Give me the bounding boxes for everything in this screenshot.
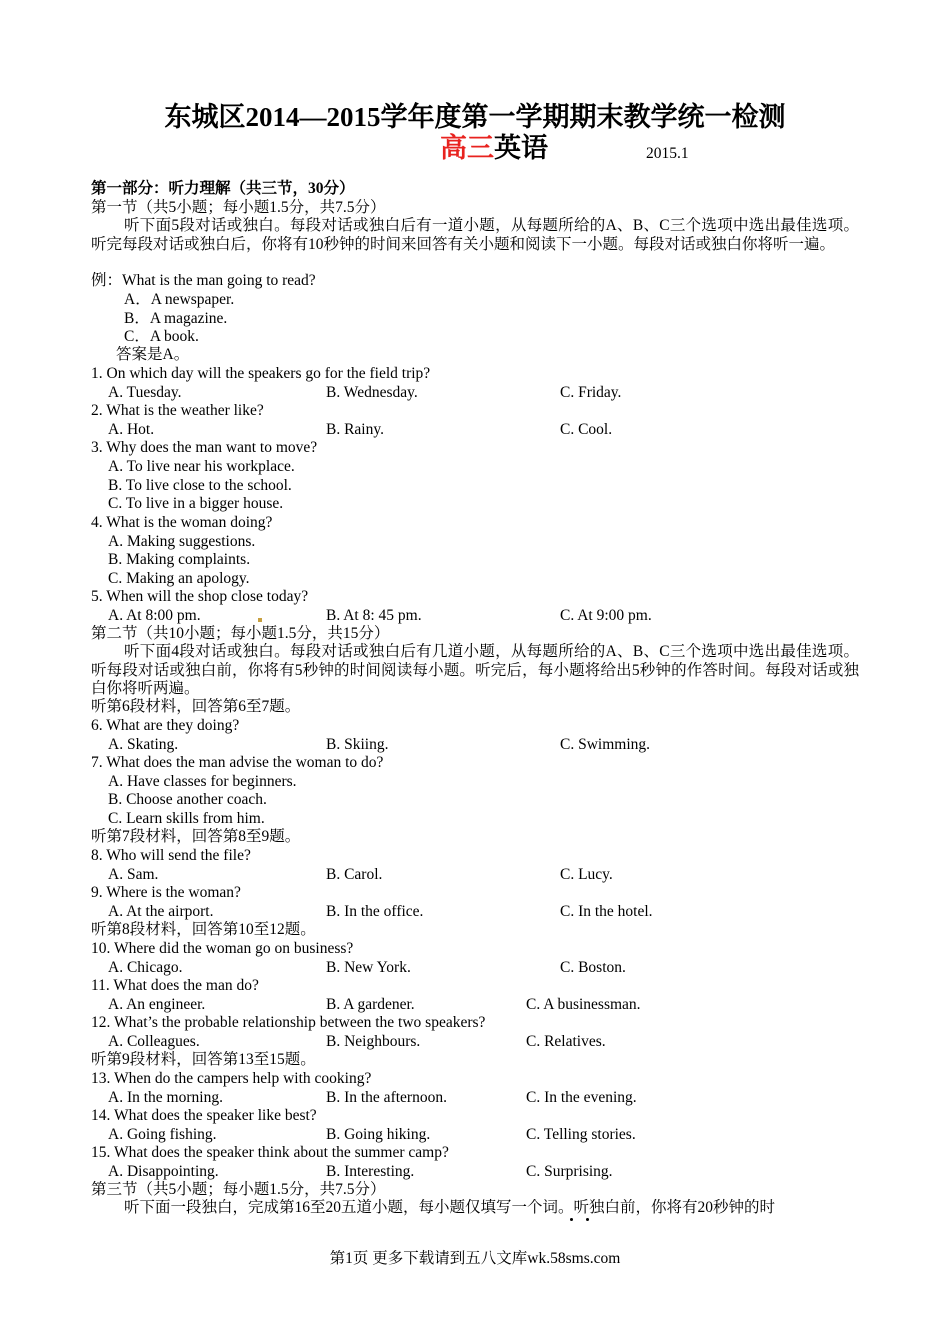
option-c: C. Relatives. <box>526 1033 606 1050</box>
option-a: A. Sam. <box>108 866 159 883</box>
page-footer: 第1页 更多下载请到五八文库wk.58sms.com <box>329 1250 621 1267</box>
emphasis-dot <box>570 1218 573 1221</box>
option-b: B. Rainy. <box>326 421 384 438</box>
example-option-c: C．A book. <box>124 328 199 345</box>
option-b: B. Interesting. <box>326 1163 415 1180</box>
option-c: C. Learn skills from him. <box>108 810 265 827</box>
question: 9. Where is the woman? <box>91 884 241 901</box>
option-a: A. Colleagues. <box>108 1033 200 1050</box>
option-c: C. A businessman. <box>526 996 641 1013</box>
section1-heading: 第一节（共5小题；每小题1.5分，共7.5分） <box>91 199 386 216</box>
question: 5. When will the shop close today? <box>91 588 309 605</box>
option-c: C. Surprising. <box>526 1163 613 1180</box>
stray-mark <box>258 618 262 622</box>
option-a: A. Disappointing. <box>108 1163 219 1180</box>
question: 14. What does the speaker like best? <box>91 1107 317 1124</box>
question: 2. What is the weather like? <box>91 402 264 419</box>
option-c: C. Friday. <box>560 384 622 401</box>
question: 12. What’s the probable relationship between the two speakers? <box>91 1014 486 1031</box>
question: 1. On which day will the speakers go for the field trip? <box>91 365 431 382</box>
section2-intro: 听下面4段对话或独白。每段对话或独白后有几道小题，从每题所给的A、B、C三个选项中选出最佳选项。听每段对话或独白前，你将有5秒钟的时间阅读每小题。听完后，每小题将给出5秒钟的作答时间。每段对话或独白你将听两遍。 <box>91 643 859 697</box>
material-9: 听第9段材料，回答第13至15题。 <box>91 1051 316 1068</box>
example-option-a: A．A newspaper. <box>124 291 235 308</box>
option-a: A. Have classes for beginners. <box>108 773 297 790</box>
emphasis-dot <box>586 1218 589 1221</box>
question: 8. Who will send the file? <box>91 847 251 864</box>
option-b: B. Wednesday. <box>326 384 418 401</box>
option-b: B. At 8: 45 pm. <box>326 607 422 624</box>
option-b: B. In the office. <box>326 903 424 920</box>
option-c: C. To live in a bigger house. <box>108 495 284 512</box>
option-c: C. In the hotel. <box>560 903 653 920</box>
question: 4. What is the woman doing? <box>91 514 273 531</box>
option-b: B. New York. <box>326 959 411 976</box>
option-b: B. Making complaints. <box>108 551 251 568</box>
option-c: C. Making an apology. <box>108 570 250 587</box>
option-c: C. Swimming. <box>560 736 651 753</box>
question: 11. What does the man do? <box>91 977 259 994</box>
option-a: A. An engineer. <box>108 996 206 1013</box>
option-b: B. Skiing. <box>326 736 389 753</box>
option-b: B. Choose another coach. <box>108 791 267 808</box>
doc-date: 2015.1 <box>646 145 689 162</box>
part1-heading: 第一部分：听力理解（共三节，30分） <box>91 180 355 197</box>
option-b: B. To live close to the school. <box>108 477 292 494</box>
option-c: C. In the evening. <box>526 1089 637 1106</box>
option-b: B. In the afternoon. <box>326 1089 447 1106</box>
option-a: A. Skating. <box>108 736 179 753</box>
section1-intro: 听下面5段对话或独白。每段对话或独白后有一道小题，从每题所给的A、B、C三个选项中选出最佳选项。听完每段对话或独白后，你将有10秒钟的时间来回答有关小题和阅读下一小题。每段对话或独白你将听一遍。 <box>91 217 859 253</box>
section3-heading: 第三节（共5小题；每小题1.5分，共7.5分） <box>91 1181 386 1198</box>
option-b: B. Going hiking. <box>326 1126 431 1143</box>
material-8: 听第8段材料，回答第10至12题。 <box>91 921 316 938</box>
option-a: A. Hot. <box>108 421 155 438</box>
option-a: A. At the airport. <box>108 903 214 920</box>
example-answer: 答案是A。 <box>116 346 190 363</box>
grade-label: 高三 <box>440 133 494 163</box>
option-b: B. A gardener. <box>326 996 415 1013</box>
question: 3. Why does the man want to move? <box>91 439 318 456</box>
option-a: A. Making suggestions. <box>108 533 256 550</box>
option-a: A. Tuesday. <box>108 384 182 401</box>
option-c: C. Lucy. <box>560 866 613 883</box>
example-option-b: B．A magazine. <box>124 310 228 327</box>
option-a: A. Going fishing. <box>108 1126 217 1143</box>
doc-title: 东城区2014—2015学年度第一学期期末教学统一检测 <box>164 102 786 132</box>
example-question: 例：What is the man going to read? <box>91 272 316 289</box>
option-c: C. Telling stories. <box>526 1126 636 1143</box>
section3-intro: 听下面一段独白，完成第16至20五道小题，每小题仅填写一个词。听独白前，你将有20秒钟的时 <box>124 1199 776 1216</box>
section2-heading: 第二节（共10小题；每小题1.5分，共15分） <box>91 625 390 642</box>
doc-subtitle <box>440 131 548 165</box>
question: 7. What does the man advise the woman to do? <box>91 754 384 771</box>
material-7: 听第7段材料，回答第8至9题。 <box>91 828 301 845</box>
option-b: B. Neighbours. <box>326 1033 421 1050</box>
option-b: B. Carol. <box>326 866 383 883</box>
question: 6. What are they doing? <box>91 717 240 734</box>
option-c: C. At 9:00 pm. <box>560 607 652 624</box>
option-a: A. To live near his workplace. <box>108 458 295 475</box>
option-a: A. At 8:00 pm. <box>108 607 201 624</box>
question: 15. What does the speaker think about the summer camp? <box>91 1144 449 1161</box>
option-a: A. Chicago. <box>108 959 183 976</box>
option-a: A. In the morning. <box>108 1089 223 1106</box>
option-c: C. Boston. <box>560 959 626 976</box>
question: 13. When do the campers help with cooking? <box>91 1070 372 1087</box>
question: 10. Where did the woman go on business? <box>91 940 354 957</box>
option-c: C. Cool. <box>560 421 613 438</box>
material-6: 听第6段材料，回答第6至7题。 <box>91 698 301 715</box>
subject-label: 英语 <box>494 133 548 163</box>
